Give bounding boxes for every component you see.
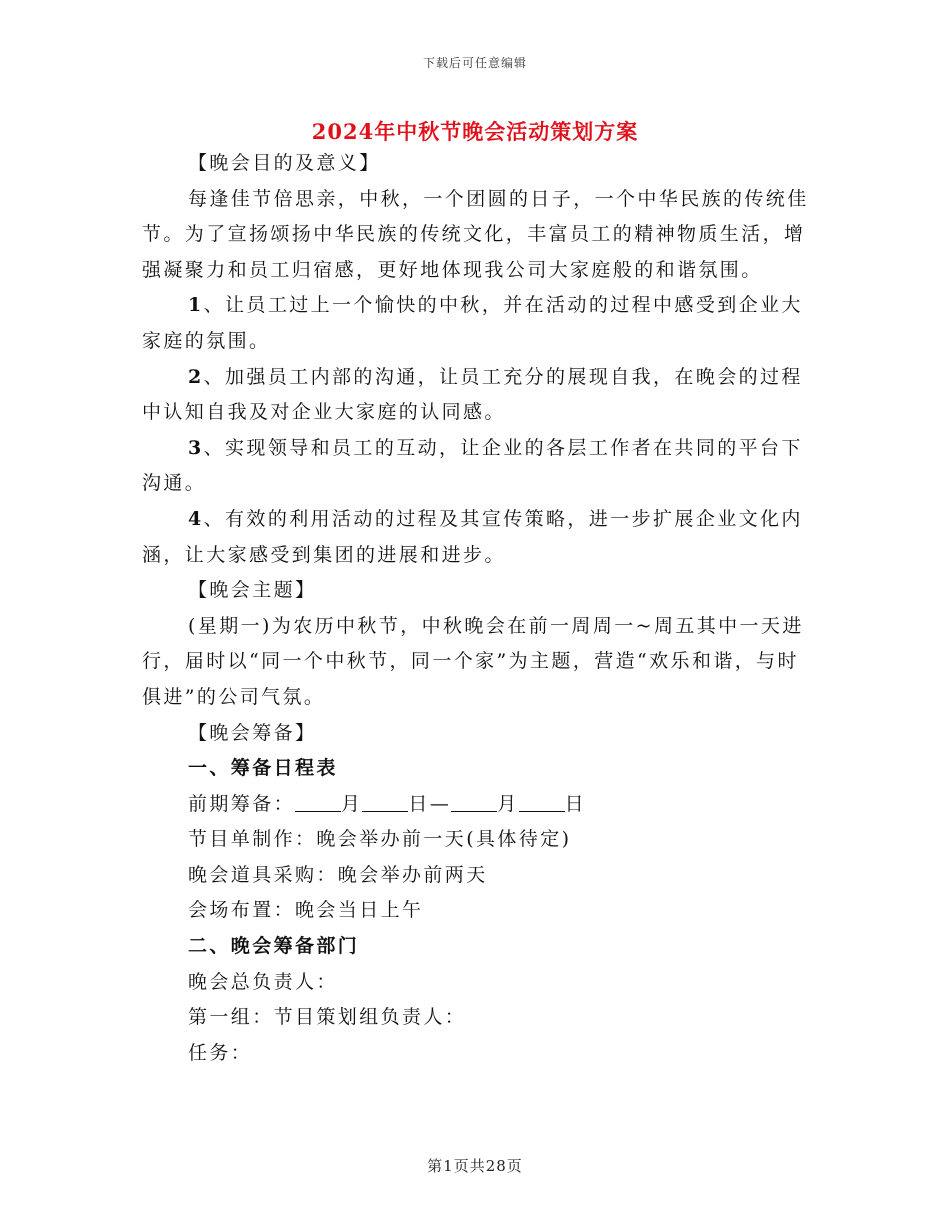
departments-heading: 二、晚会筹备部门 bbox=[188, 935, 360, 958]
schedule-item-venue: 会场布置：晚会当日上午 bbox=[188, 899, 424, 922]
schedule-heading: 一、筹备日程表 bbox=[188, 757, 338, 780]
department-item-group1: 第一组：节目策划组负责人： bbox=[188, 1006, 467, 1029]
schedule-day-1: 日— bbox=[408, 792, 452, 815]
schedule-item-program: 节目单制作：晚会举办前一天(具体待定) bbox=[188, 828, 572, 851]
point-number: 4 bbox=[188, 507, 204, 530]
department-item-lead: 晚会总负责人： bbox=[188, 970, 338, 993]
point-number: 3 bbox=[188, 436, 204, 459]
purpose-point-1 bbox=[142, 288, 810, 359]
document-title: 2024年中秋节晚会活动策划方案 bbox=[311, 119, 639, 144]
header-note: 下载后可任意编辑 bbox=[422, 56, 527, 70]
document-body bbox=[142, 146, 810, 1071]
point-number: 2 bbox=[188, 365, 204, 388]
schedule-prep-line bbox=[142, 787, 810, 823]
blank-line bbox=[451, 791, 497, 812]
point-text: 、实现领导和员工的互动，让企业的各层工作者在共同的平台下沟通。 bbox=[142, 436, 803, 495]
theme-paragraph: (星期一)为农历中秋节，中秋晚会在前一周周一~周五其中一天进行，届时以“同一个中秋节，同一个家”为主题，营造“欢乐和谐，与时俱进”的公司气氛。 bbox=[142, 614, 804, 708]
schedule-item-props: 晚会道具采购：晚会举办前两天 bbox=[188, 863, 488, 886]
section-heading-theme: 【晚会主题】 bbox=[188, 579, 317, 602]
point-text: 、让员工过上一个愉快的中秋，并在活动的过程中感受到企业大家庭的氛围。 bbox=[142, 294, 803, 352]
page-footer: 第1页共28页 bbox=[427, 1157, 523, 1175]
schedule-month-1: 月 bbox=[341, 792, 363, 815]
purpose-point-4 bbox=[142, 502, 810, 573]
intro-paragraph: 每逢佳节倍思亲，中秋，一个团圆的日子，一个中华民族的传统佳节。为了宣扬颂扬中华民族的传统文化，丰富员工的精神物质生活，增强凝聚力和员工归宿感，更好地体现我公司大家庭般的和谐氛围。 bbox=[142, 187, 809, 281]
purpose-point-2 bbox=[142, 360, 810, 431]
purpose-point-3 bbox=[142, 431, 810, 502]
department-item-task: 任务： bbox=[188, 1041, 253, 1064]
schedule-month-2: 月 bbox=[497, 792, 519, 815]
section-heading-prep: 【晚会筹备】 bbox=[188, 721, 317, 744]
blank-line bbox=[519, 791, 565, 812]
schedule-prep-label: 前期筹备： bbox=[188, 792, 296, 815]
blank-line bbox=[362, 791, 408, 812]
blank-line bbox=[295, 791, 341, 812]
point-text: 、加强员工内部的沟通，让员工充分的展现自我，在晚会的过程中认知自我及对企业大家庭的认同感。 bbox=[142, 365, 803, 424]
point-text: 、有效的利用活动的过程及其宣传策略，进一步扩展企业文化内涵，让大家感受到集团的进展和进步。 bbox=[142, 507, 803, 566]
section-heading-purpose: 【晚会目的及意义】 bbox=[188, 152, 381, 174]
schedule-day-2: 日 bbox=[564, 792, 587, 815]
point-number: 1 bbox=[188, 294, 204, 317]
